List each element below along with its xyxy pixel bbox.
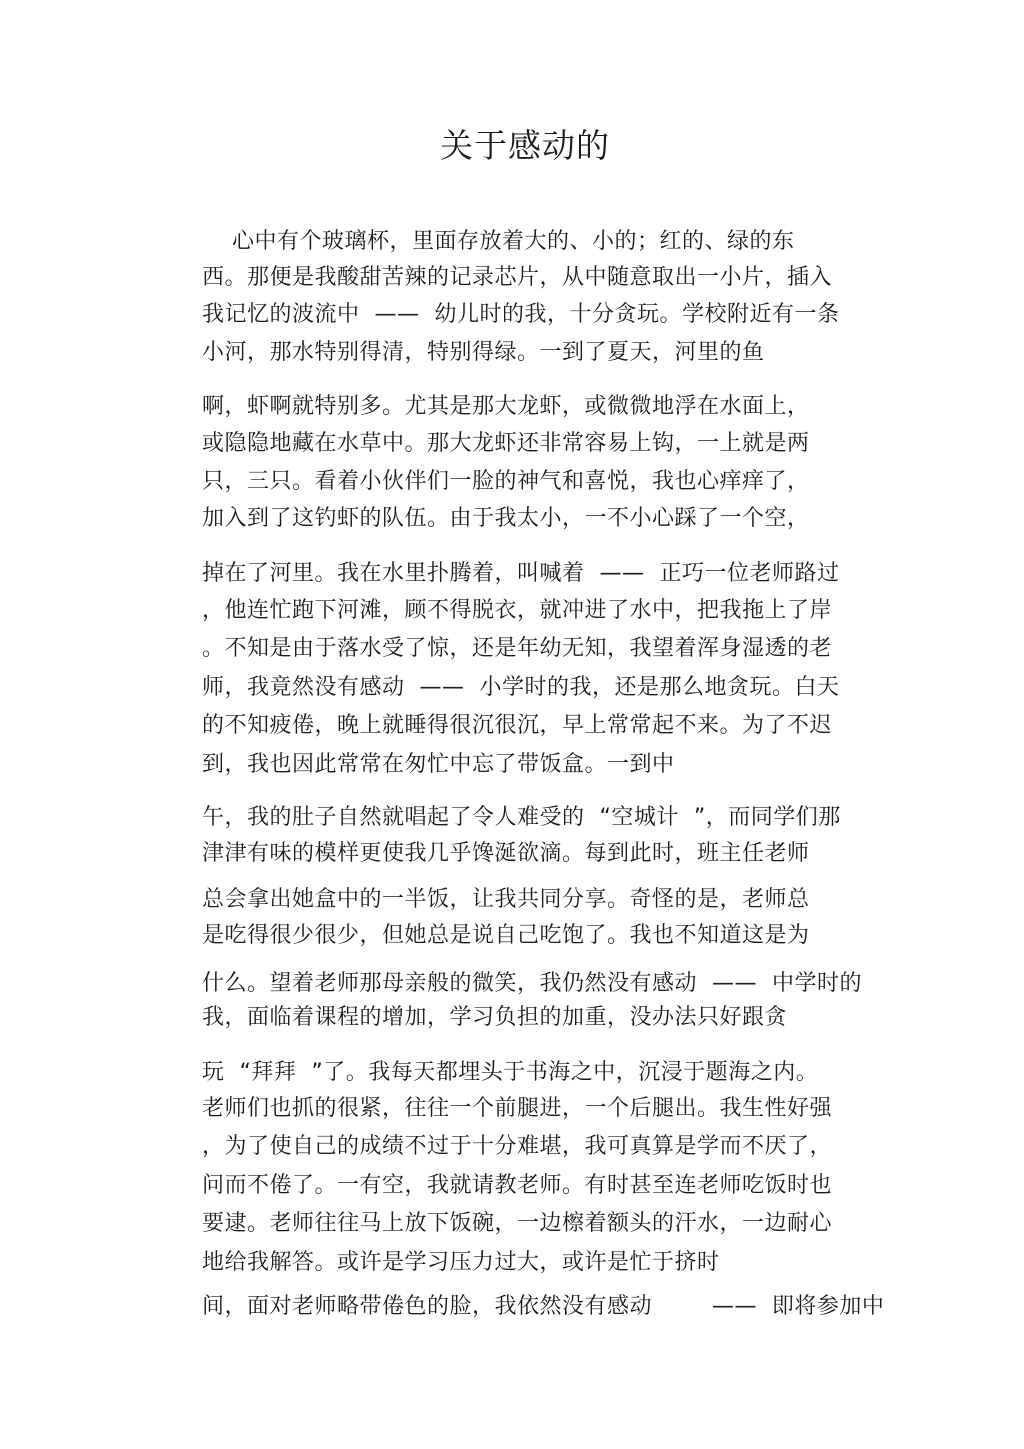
text-line: 西。那便是我酸甜苦辣的记录芯片，从中随意取出一小片，插入 <box>202 265 833 290</box>
text-line: 师，我竟然没有感动 —— 小学时的我，还是那么地贪玩。白天 <box>202 675 840 700</box>
text-line: 我记忆的波流中 —— 幼儿时的我，十分贪玩。学校附近有一条 <box>202 302 840 327</box>
text-line: 的不知疲倦，晚上就睡得很沉很沉，早上常常起不来。为了不迟 <box>202 713 833 738</box>
text-line: 到，我也因此常常在匆忙中忘了带饭盒。一到中 <box>202 752 675 777</box>
text-line: 地给我解答。或许是学习压力过大，或许是忙于挤时 <box>202 1250 720 1275</box>
text-line: 午，我的肚子自然就唱起了令人难受的 “空城计 ”，而同学们那 <box>202 805 841 830</box>
text-line: 只，三只。看着小伙伴们一脸的神气和喜悦，我也心痒痒了， <box>202 469 810 494</box>
text-line: 啊，虾啊就特别多。尤其是那大龙虾，或微微地浮在水面上， <box>202 394 810 419</box>
text-line: 我，面临着课程的增加，学习负担的加重，没办法只好跟贪 <box>202 1005 788 1030</box>
text-line: 玩 “拜拜 ”了。我每天都埋头于书海之中，沉浸于题海之内。 <box>202 1060 819 1085</box>
text-line: 什么。望着老师那母亲般的微笑，我仍然没有感动 —— 中学时的 <box>202 971 862 996</box>
text-line: ，为了使自己的成绩不过于十分难堪，我可真算是学而不厌了， <box>202 1134 833 1159</box>
text-line: 间，面对老师略带倦色的脸，我依然没有感动 —— 即将参加中 <box>202 1294 885 1319</box>
text-line: ，他连忙跑下河滩，顾不得脱衣，就冲进了水中，把我拖上了岸 <box>202 598 833 623</box>
text-line: 老师们也抓的很紧，往往一个前腿进，一个后腿出。我生性好强 <box>202 1096 833 1121</box>
text-line: 掉在了河里。我在水里扑腾着，叫喊着 —— 正巧一位老师路过 <box>202 561 840 586</box>
text-line: 小河，那水特别得清，特别得绿。一到了夏天，河里的鱼 <box>202 340 765 365</box>
text-line: 津津有味的模样更使我几乎馋涎欲滴。每到此时，班主任老师 <box>202 841 810 866</box>
text-line: 总会拿出她盒中的一半饭，让我共同分享。奇怪的是，老师总 <box>202 887 810 912</box>
text-line: 要逮。老师往往马上放下饭碗，一边檫着额头的汗水，一边耐心 <box>202 1211 833 1236</box>
text-line: 加入到了这钓虾的队伍。由于我太小，一不小心踩了一个空， <box>202 506 810 531</box>
text-line: 问而不倦了。一有空，我就请教老师。有时甚至连老师吃饭时也 <box>202 1173 833 1198</box>
page-title: 关于感动的 <box>440 126 610 165</box>
text-line: 是吃得很少很少，但她总是说自己吃饱了。我也不知道这是为 <box>202 923 810 948</box>
text-line: 或隐隐地藏在水草中。那大龙虾还非常容易上钩，一上就是两 <box>202 431 810 456</box>
text-line: 。不知是由于落水受了惊，还是年幼无知，我望着浑身湿透的老 <box>202 636 833 661</box>
text-line: 心中有个玻璃杯，里面存放着大的、小的；红的、绿的东 <box>202 229 795 254</box>
